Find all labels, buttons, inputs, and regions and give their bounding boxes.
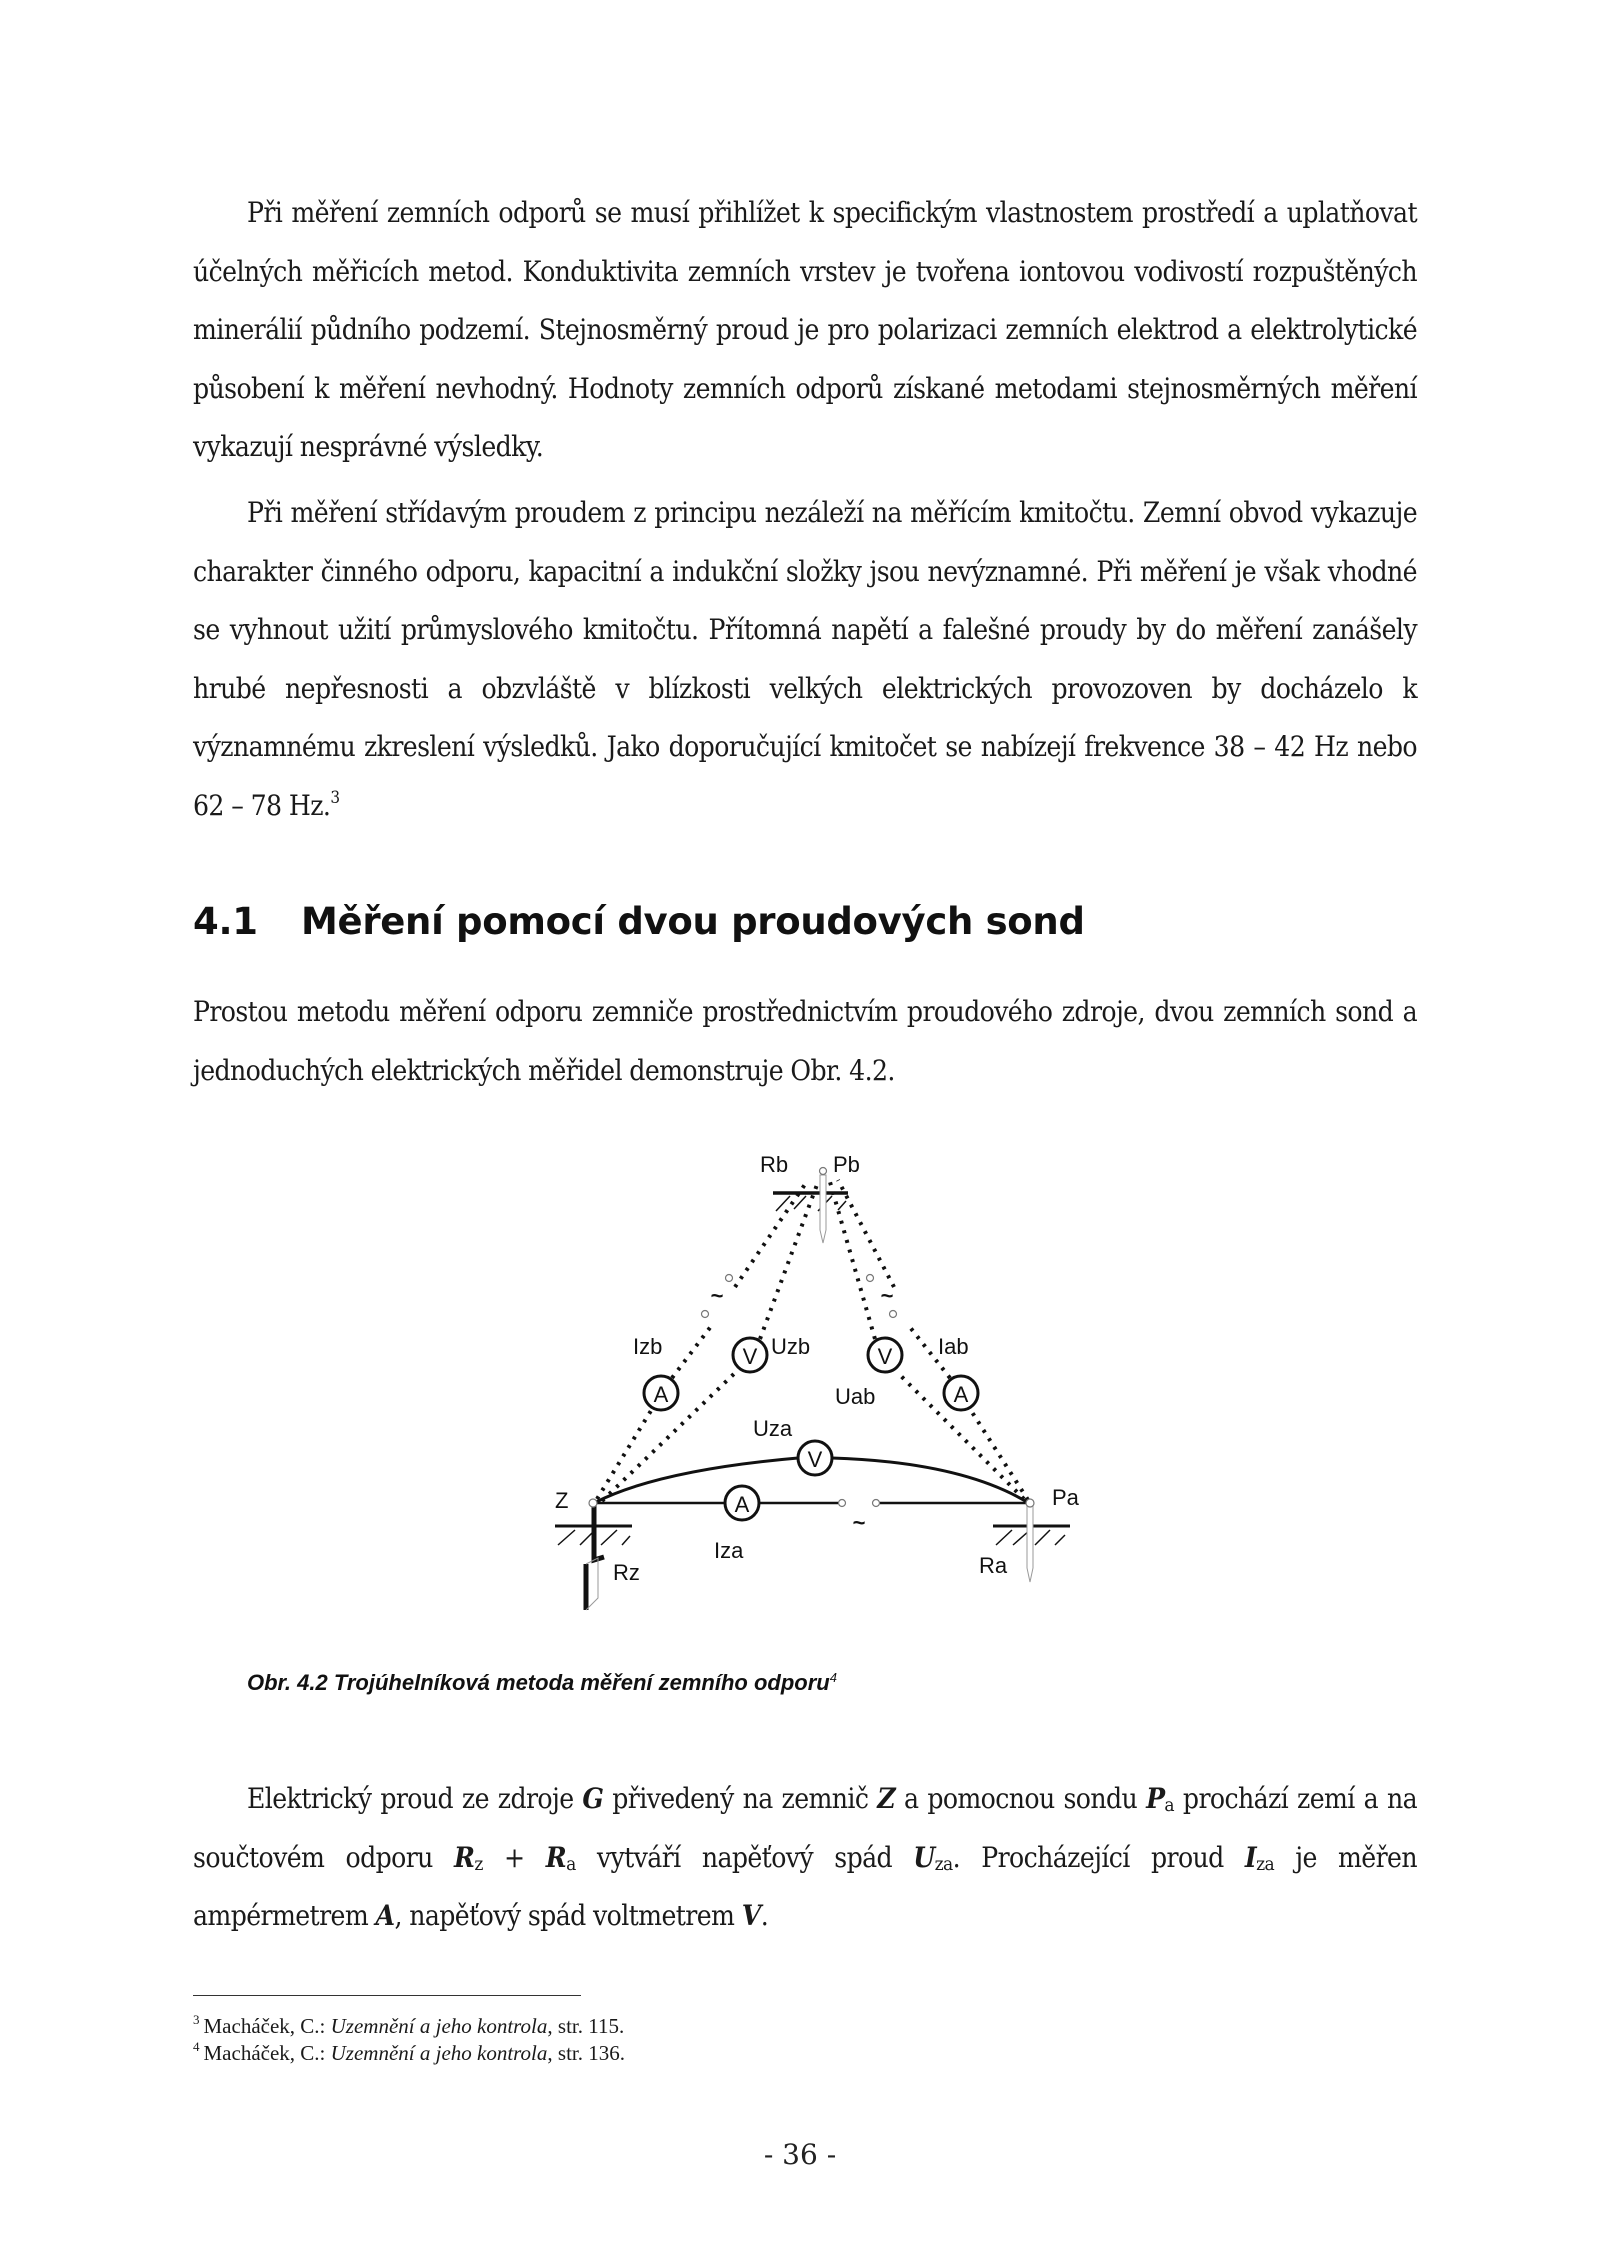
label-uzb: Uzb — [771, 1334, 811, 1359]
wire-z-izb — [597, 1409, 652, 1499]
footnote-title: Uzemnění a jeho kontrola — [330, 2041, 548, 2065]
wire-arc-right — [832, 1458, 1027, 1502]
paragraph-ac-measurement — [193, 484, 1417, 835]
node-pa — [1026, 1499, 1034, 1507]
ammeter-iab — [944, 1376, 978, 1410]
footnote-number: 4 — [193, 2039, 200, 2054]
footnote-page: , str. 136. — [547, 2041, 625, 2065]
text-run: prochází zemí a na součtovém odporu — [193, 1782, 1418, 1874]
symbol-a: A — [375, 1899, 395, 1932]
section-title: Měření pomocí dvou proudových sond — [301, 900, 1085, 943]
footnote-page: , str. 115. — [547, 2014, 625, 2038]
footnote-separator — [193, 1995, 581, 1996]
label-rz: Rz — [613, 1560, 640, 1585]
probe-pa — [1027, 1506, 1033, 1582]
label-uab: Uab — [835, 1384, 876, 1409]
ammeter-symbol: A — [734, 1492, 750, 1517]
text-run: přivedený na zemnič — [603, 1782, 878, 1815]
symbol-rz: R — [454, 1840, 475, 1874]
source-left — [702, 1275, 733, 1318]
source-tilde: ~ — [880, 1283, 894, 1308]
source-bottom — [839, 1500, 880, 1536]
source-tilde: ~ — [852, 1510, 866, 1535]
ammeter-symbol: A — [953, 1382, 969, 1407]
label-z: Z — [555, 1488, 569, 1513]
wire-izb-source — [672, 1325, 712, 1378]
page-number: - 36 - — [763, 2138, 837, 2171]
footnote-number: 3 — [193, 2012, 200, 2027]
text-run: a pomocnou sondu — [895, 1782, 1147, 1815]
paragraph-intro — [193, 184, 1417, 477]
voltmeter-uza — [798, 1441, 832, 1475]
ammeter-izb — [644, 1376, 678, 1410]
label-iab: Iab — [938, 1334, 969, 1359]
text-run: , napěťový spád voltmetrem — [394, 1899, 742, 1932]
voltmeter-uzb — [733, 1338, 767, 1372]
paragraph-text: Při měření střídavým proudem z principu nezáleží na měřícím kmitočtu. Zemní obvod vykazuje charakter činného odporu, kapacitní a indukční složky jsou nevýznamné. Při měření je však vhodné se vyhnout užití průmyslového kmitočtu. Přítomná napětí a falešné proudy by do měření zanášely hrubé nepřesnosti a obzvláště v blízkosti velkých elektrických provozoven by docházelo k významnému zkreslení výsledků. Jako doporučující kmitočet se nabízejí frekvence 38 – 42 Hz nebo 62 – 78 Hz. — [193, 496, 1417, 822]
figure-triangle-method — [0, 1130, 1600, 1650]
voltmeter-symbol: V — [807, 1447, 823, 1472]
symbol-z: Z — [877, 1782, 896, 1815]
ammeter-symbol: A — [653, 1382, 669, 1407]
paragraph-text: Prostou metodu měření odporu zemniče prostřednictvím proudového zdroje, dvou zemních sond a jednoduchých elektrických měřidel demonstruje Obr. 4.2. — [193, 995, 1417, 1087]
source-tilde: ~ — [710, 1283, 724, 1308]
wire-uzb-pb — [760, 1182, 818, 1339]
label-pb: Pb — [833, 1152, 860, 1177]
footnote-author: Macháček, C.: — [203, 2041, 331, 2065]
paragraph-explanation — [193, 1770, 1417, 1946]
figure-caption — [247, 1670, 837, 1696]
source-right — [867, 1275, 897, 1318]
label-uza: Uza — [753, 1416, 793, 1441]
ammeter-iza — [725, 1486, 759, 1520]
footnote-ref-4[interactable]: 4 — [829, 1670, 837, 1685]
symbol-uza: U — [913, 1840, 935, 1874]
paragraph-text: Při měření zemních odporů se musí přihlížet k specifickým vlastnostem prostředí a uplatňovat účelných měřicích metod. Konduktivita zemních vrstev je tvořena iontovou vodivostí rozpuštěných minerálií půdního podzemí. Stejnosměrný proud je pro polarizaci zemních elektrod a elektrolytické působení k měření nevhodný. Hodnoty zemních odporů získané metodami stejnosměrných měření vykazují nesprávné výsledky. — [193, 196, 1417, 463]
text-run: vytváří napěťový spád — [575, 1840, 914, 1874]
circuit-diagram — [0, 1130, 1600, 1650]
node-pb — [820, 1168, 827, 1175]
section-number: 4.1 — [193, 900, 258, 943]
voltmeter-symbol: V — [742, 1344, 758, 1369]
footnote-4 — [193, 2040, 625, 2067]
symbol-g: G — [582, 1782, 604, 1815]
electrode-rz — [586, 1506, 604, 1610]
footnote-author: Macháček, C.: — [203, 2014, 331, 2038]
symbol-pa: P — [1146, 1782, 1165, 1815]
text-run: je měřen ampérmetrem — [193, 1840, 1417, 1932]
voltmeter-uab — [868, 1338, 902, 1372]
label-rb: Rb — [760, 1152, 789, 1177]
footnotes — [193, 2013, 625, 2067]
footnote-title: Uzemnění a jeho kontrola — [330, 2014, 548, 2038]
text-run: + — [482, 1840, 546, 1874]
caption-text: Obr. 4.2 Trojúhelníková metoda měření zemního odporu — [247, 1670, 830, 1695]
subscript: za — [934, 1852, 953, 1875]
text-run: Elektrický proud ze zdroje — [247, 1782, 583, 1815]
subscript: za — [1256, 1852, 1275, 1875]
text-run: . — [760, 1899, 769, 1932]
text-run: . Procházející proud — [952, 1840, 1245, 1874]
label-ra: Ra — [979, 1553, 1008, 1578]
subscript: a — [566, 1852, 576, 1875]
subscript: a — [1164, 1794, 1175, 1816]
voltmeter-symbol: V — [877, 1344, 893, 1369]
probe-pb — [820, 1175, 826, 1243]
paragraph-method-intro — [193, 983, 1417, 1100]
label-pa: Pa — [1052, 1485, 1079, 1510]
symbol-v: V — [741, 1899, 761, 1932]
symbol-iza: I — [1244, 1840, 1257, 1874]
label-iza: Iza — [714, 1538, 744, 1563]
section-heading — [193, 900, 1085, 943]
footnote-ref-3[interactable]: 3 — [330, 787, 340, 808]
node-z — [589, 1499, 597, 1507]
wire-source-pb-right — [838, 1180, 894, 1287]
label-izb: Izb — [633, 1334, 663, 1359]
symbol-ra: R — [545, 1840, 567, 1874]
footnote-3 — [193, 2013, 625, 2040]
subscript: z — [474, 1852, 483, 1875]
